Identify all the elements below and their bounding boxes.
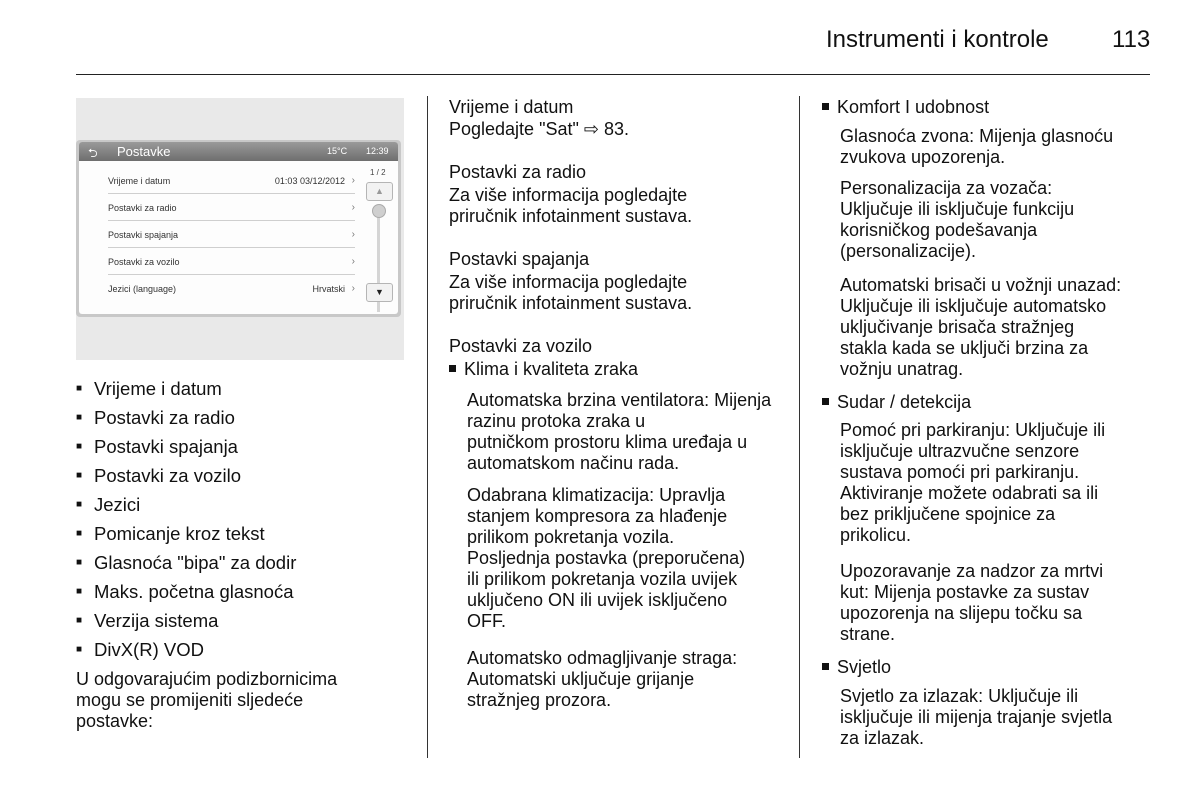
menu-item-value: Hrvatski <box>312 284 345 294</box>
setting-description <box>840 126 1170 168</box>
setting-term: Automatski brisači u vožnji unazad <box>840 275 1117 295</box>
menu-item-value: 01:03 03/12/2012 <box>274 176 345 186</box>
sub-bullet <box>822 656 891 678</box>
setting-description <box>467 485 787 632</box>
menu-item-radio[interactable] <box>108 194 355 221</box>
setting-text: : Mijenja razinu protoka zraka u putničkom prostoru klima uređaja u automatskom načinu rada. <box>467 390 772 473</box>
setting-term: Odabrana klimatizacija <box>467 485 650 505</box>
bullet-square-icon <box>449 365 456 372</box>
sub-bullet <box>449 358 638 380</box>
section-heading: Postavki spajanja <box>449 249 590 269</box>
setting-description <box>840 275 1170 380</box>
temperature-readout: 15°C <box>327 146 348 156</box>
menu-item-label: Jezici (language) <box>108 284 177 294</box>
setting-text: : Uključuje ili isključuje ultrazvučne senzore sustava pomoći pri parkiranju. Aktiviranje možete odabrati sa ili bez priključene spojnice za prikolicu. <box>840 420 1106 545</box>
setting-text: : Uključuje ili isključuje automatsko uključivanje brisača stražnjeg stakla kada se uključi brzina za vožnju unatrag. <box>840 275 1122 379</box>
menu-item-language[interactable] <box>108 275 355 301</box>
section-title: Instrumenti i kontrole <box>826 26 1049 53</box>
setting-text: : Automatski uključuje grijanje stražnjeg prozora. <box>467 648 738 710</box>
section-text: Za više informacija pogledajte priručnik infotainment sustava. <box>449 272 693 313</box>
column-divider-1 <box>427 96 428 758</box>
list-item: ■ Maks. početna glasnoća <box>76 581 296 610</box>
setting-term: Upozoravanje za nadzor za mrtvi kut <box>840 561 1104 602</box>
chevron-right-icon: › <box>351 175 355 186</box>
list-item: ■ Jezici <box>76 494 296 523</box>
page-number: 113 <box>1112 26 1151 53</box>
setting-text: : Uključuje ili isključuje ili mijenja trajanje svjetla za izlazak. <box>840 686 1113 748</box>
menu-item-label: Postavki za vozilo <box>108 257 180 267</box>
menu-item-connection[interactable] <box>108 221 355 248</box>
sub-bullet-label: Klima i kvaliteta zraka <box>464 359 639 379</box>
scroll-down-button[interactable]: ▼ <box>366 283 393 302</box>
setting-description <box>467 390 787 474</box>
closing-paragraph: U odgovarajućim podizbornicima mogu se promijeniti sljedeće postavke: <box>76 669 338 731</box>
setting-term: Glasnoća zvona <box>840 126 970 146</box>
sub-bullet <box>822 96 989 118</box>
bullet-square-icon <box>822 103 829 110</box>
section-text: Za više informacija pogledajte priručnik infotainment sustava. <box>449 185 693 226</box>
setting-description <box>840 686 1170 749</box>
clock-readout: 12:39 <box>366 146 389 156</box>
setting-description <box>840 420 1170 546</box>
setting-term: Automatsko odmagljivanje straga <box>467 648 733 668</box>
back-arrow-icon[interactable]: ⮌ <box>88 146 98 160</box>
menu-item-vehicle[interactable] <box>108 248 355 275</box>
sub-bullet-label: Svjetlo <box>837 657 892 677</box>
setting-text: : Upravlja stanjem kompresora za hlađenje prilikom pokretanja vozila. Posljednja postavka (preporučena) ili prilikom pokretanja vozila uvijek uključeno ON ili uvijek isključeno OFF. <box>467 485 746 631</box>
header-rule <box>76 74 1150 75</box>
section-text: Pogledajte "Sat" ⇨ 83. <box>449 119 629 139</box>
list-item: ■ Pomicanje kroz tekst <box>76 523 296 552</box>
list-item: ■ Vrijeme i datum <box>76 378 296 407</box>
scroll-up-button[interactable]: ▲ <box>366 182 393 201</box>
chevron-right-icon: › <box>351 283 355 294</box>
page-indicator: 1 / 2 <box>370 168 386 177</box>
setting-term: Personalizacija za vozača <box>840 178 1048 198</box>
settings-bullet-list <box>76 378 296 668</box>
bullet-square-icon <box>822 663 829 670</box>
sub-bullet <box>822 391 971 413</box>
setting-text: : Mijenja glasnoću zvukova upozorenja. <box>840 126 1114 167</box>
bullet-square-icon <box>822 398 829 405</box>
list-item: ■ Verzija sistema <box>76 610 296 639</box>
list-item: ■ DivX(R) VOD <box>76 639 296 668</box>
sub-bullet-label: Sudar / detekcija <box>837 392 972 412</box>
settings-screen-figure <box>76 98 404 360</box>
section-heading: Vrijeme i datum <box>449 97 574 117</box>
column-divider-2 <box>799 96 800 758</box>
menu-item-label: Vrijeme i datum <box>108 176 171 186</box>
setting-term: Pomoć pri parkiranju <box>840 420 1006 440</box>
sub-bullet-label: Komfort I udobnost <box>837 97 990 117</box>
setting-text: : Mijenja postavke za sustav upozorenja na slijepu točku sa strane. <box>840 582 1090 644</box>
list-item: ■ Glasnoća "bipa" za dodir <box>76 552 296 581</box>
section-heading: Postavki za vozilo <box>449 336 593 356</box>
menu-item-label: Postavki spajanja <box>108 230 179 240</box>
screen-title-bar <box>79 142 398 161</box>
setting-text: : Uključuje ili isključuje funkciju korisničkog podešavanja (personalizacije). <box>840 178 1075 261</box>
list-item: ■ Postavki za vozilo <box>76 465 296 494</box>
scroll-thumb[interactable] <box>372 204 386 218</box>
chevron-right-icon: › <box>351 256 355 267</box>
menu-item-time-date[interactable] <box>108 167 355 194</box>
chevron-right-icon: › <box>351 202 355 213</box>
section-heading: Postavki za radio <box>449 162 587 182</box>
chevron-right-icon: › <box>351 229 355 240</box>
screen-title: Postavke <box>117 144 171 159</box>
setting-description <box>840 561 1170 645</box>
menu-item-label: Postavki za radio <box>108 203 177 213</box>
setting-description <box>840 178 1170 262</box>
setting-description <box>467 648 787 711</box>
setting-term: Automatska brzina ventilatora <box>467 390 705 410</box>
setting-term: Svjetlo za izlazak <box>840 686 979 706</box>
list-item: ■ Postavki spajanja <box>76 436 296 465</box>
settings-screen <box>76 140 401 317</box>
list-item: ■ Postavki za radio <box>76 407 296 436</box>
